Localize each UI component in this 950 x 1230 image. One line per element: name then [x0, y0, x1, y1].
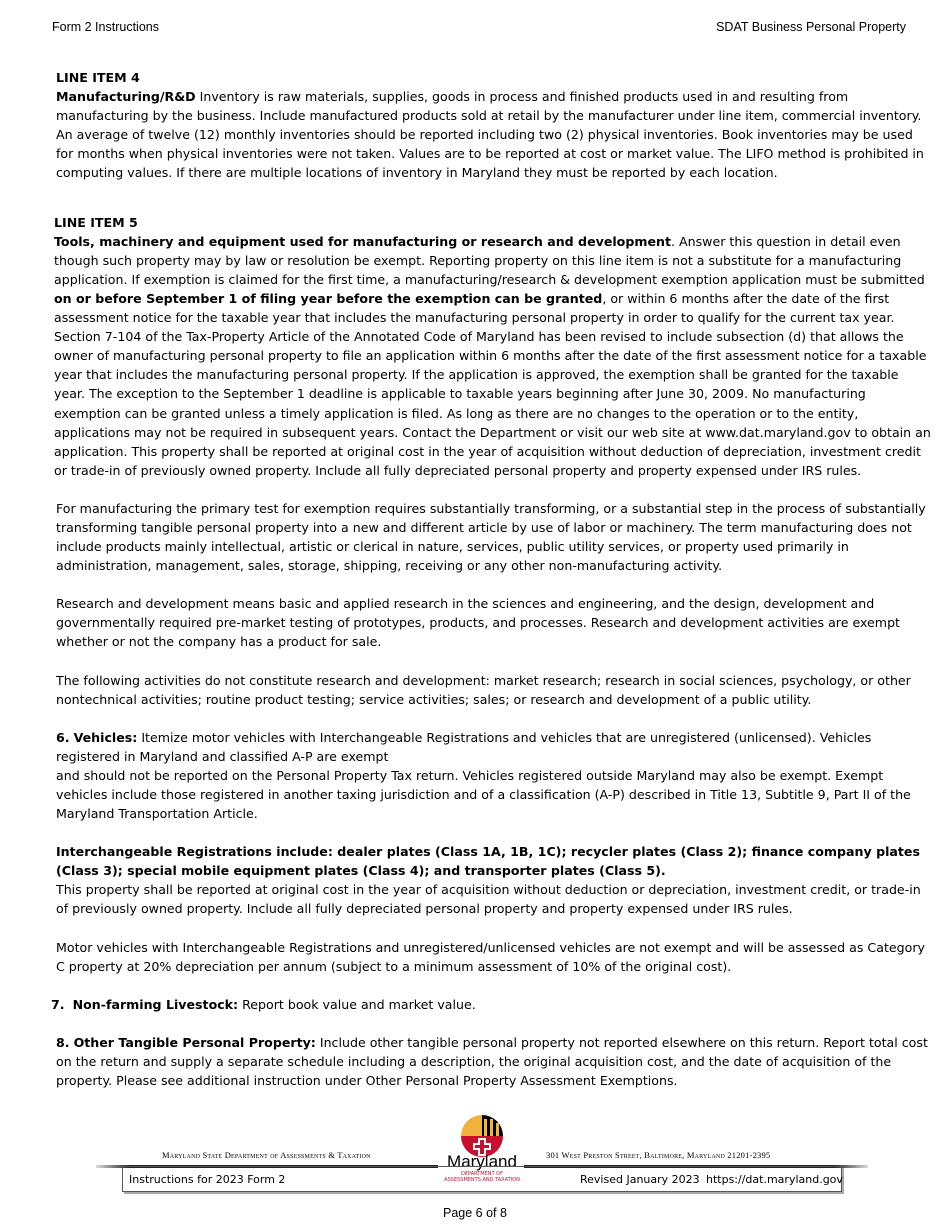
line-item-5-paragraph — [54, 232, 932, 480]
footer-info-box — [122, 1166, 842, 1192]
item-6-vehicles — [56, 728, 932, 823]
interchangeable-registrations-bold — [56, 842, 932, 880]
item-7-number: 7. — [51, 996, 65, 1012]
footer-revised-date: Revised January 2023 — [580, 1173, 700, 1186]
item-6-text-3: This property shall be reported at original cost in the year of acquisition without deduction or depreciation, investment credit, or trade-in of previously owned property. Include all fully depreciated personal property and property expensed under IRS rules. — [56, 882, 921, 917]
item-8-number: 8. — [56, 1034, 70, 1050]
footer-address: 301 West Preston Street, Baltimore, Maryland 21201-2395 — [546, 1150, 771, 1160]
manufacturing-definition: For manufacturing the primary test for exemption requires substantially transforming, or a substantial step in the process of substantially transforming tangible personal property into a new and different article by use of labor or machinery. The term manufacturing does not include products mainly intellectual, artistic or clerical in nature, services, public utility services, or property used primarily in administration, management, sales, storage, shipping, receiving or any other non-manufacturing activity. — [56, 500, 926, 574]
line-item-5-heading: LINE ITEM 5 — [54, 214, 138, 230]
footer-form-label: Instructions for 2023 Form 2 — [129, 1173, 286, 1186]
line-item-5-bold-2: on or before September 1 of filing year before the exemption can be granted — [54, 290, 603, 306]
item-8-text: Include other tangible personal property not reported elsewhere on this return. Report total cost on the return and supply a separate schedule including a description, the original acquisition cost, and the date of acquisition of the property. Please see additional instruction under Other Personal Property Assessment Exemptions. — [56, 1034, 928, 1089]
logo-wordmark: Maryland — [447, 1152, 517, 1171]
item-7-livestock — [51, 995, 932, 1014]
line-item-4-paragraph — [56, 87, 932, 182]
research-development-definition: Research and development means basic and applied research in the sciences and engineering, and the design, development and governmentally required pre-market testing of prototypes, products, and processes. Research and development activities are exempt whether or not the company has a product for sale. — [56, 596, 900, 650]
line-item-5-text-1: . Answer this question in detail even though such property may by law or resolution be exempt. Reporting property on this line item is not a substitute for a manufacturing application. If exemption is claimed for the first time, a manufacturing/research & development exemption application must be submitted — [54, 233, 925, 287]
logo-subtitle-1: DEPARTMENT OF — [461, 1171, 503, 1177]
page-footer — [0, 1112, 950, 1202]
item-8-other-property — [56, 1033, 932, 1090]
item-6-intro — [56, 728, 932, 766]
page-number: Page 6 of 8 — [443, 1206, 507, 1220]
line-item-4-text: Inventory is raw materials, supplies, goods in process and finished products used in and resulting from manufacturing by the business. Include manufactured products sold at retail by the manufacturer under line item, commercial inventory. An average of twelve (12) monthly inventories should be reported including two (2) physical inventories. Book inventories may be used for months when physical inventories were not taken. Values are to be reported at cost or market value. The LIFO method is prohibited in computing values. If there are multiple locations of inventory in Maryland they must be reported by each location. — [56, 89, 924, 181]
header-form-title: Form 2 Instructions — [52, 20, 159, 34]
item-6-number: 6. — [56, 729, 70, 745]
item-6-bold: Vehicles: — [73, 729, 138, 745]
item-6-text-4: Motor vehicles with Interchangeable Registrations and unregistered/unlicensed vehicles are not exempt and will be assessed as Category C property at 20% depreciation per annum (subject to a minimum assessment of 10% of the original cost). — [56, 939, 925, 974]
header-agency-title: SDAT Business Personal Property — [716, 20, 906, 34]
line-item-5-bold-1: Tools, machinery and equipment used for manufacturing or research and development — [54, 233, 672, 249]
interchangeable-registrations — [56, 842, 932, 918]
item-6-text-2: and should not be reported on the Personal Property Tax return. Vehicles registered outside Maryland may also be exempt. Exempt vehicles include those registered in another taxing jurisdiction and of a classification (A-P) described in Title 13, Subtitle 9, Part II of the Maryland Transportation Article. — [56, 767, 911, 822]
line-item-5 — [54, 213, 932, 480]
item-8-bold: Other Tangible Personal Property: — [73, 1034, 316, 1050]
document-body — [51, 68, 932, 1109]
item-7-text: Report book value and market value. — [238, 996, 476, 1012]
line-item-4 — [56, 68, 932, 183]
footer-website-link[interactable]: https://dat.maryland.gov — [706, 1173, 843, 1186]
logo-subtitle-2: ASSESSMENTS AND TAXATION — [444, 1177, 520, 1183]
line-item-4-heading: LINE ITEM 4 — [56, 70, 140, 85]
line-item-4-bold: Manufacturing/R&D — [56, 89, 196, 105]
item-6-text-1: Itemize motor vehicles with Interchangeable Registrations and vehicles that are unregistered (unlicensed). Vehicles registered in Maryland and classified A-P are exempt — [56, 729, 872, 764]
footer-department-name: Maryland State Department of Assessments & Taxation — [162, 1150, 371, 1160]
non-research-activities: The following activities do not constitute research and development: market research; research in social sciences, psychology, or other nontechnical activities; routine product testing; service activities; sales; or research and development of a public utility. — [56, 672, 911, 707]
interchangeable-registrations-list: Interchangeable Registrations include: dealer plates (Class 1A, 1B, 1C); recycler plates (Class 2); finance company plates (Class 3); special mobile equipment plates (Class 4); and transporter plates (Class 5). — [56, 844, 920, 879]
line-item-5-text-2: , or within 6 months after the date of the first assessment notice for the taxable year that includes the manufacturing personal property in order to qualify for the current tax year. Section 7-104 of the Tax-Property Article of the Annotated Code of Maryland has been revised to include subsection (d) that allows the owner of manufacturing personal property to file an application within 6 months after the date of the first assessment notice for a taxable year that includes the manufacturing personal property. If the application is approved, the exemption shall be granted for the taxable year. The exception to the September 1 deadline is applicable to taxable years beginning after June 30, 2009. No manufacturing exemption can be granted unless a timely application is filed. As long as there are no changes to the operation or to the entity, applications may not be required in subsequent years. Contact the Department or visit our web site at www.dat.maryland.gov to obtain an application. This property shall be reported at original cost in the year of acquisition without deduction of depreciation, investment credit or trade-in of previously owned property. Include all fully depreciated personal property and property expensed under IRS rules. — [54, 290, 931, 478]
item-7-bold: Non-farming Livestock: — [72, 996, 239, 1012]
